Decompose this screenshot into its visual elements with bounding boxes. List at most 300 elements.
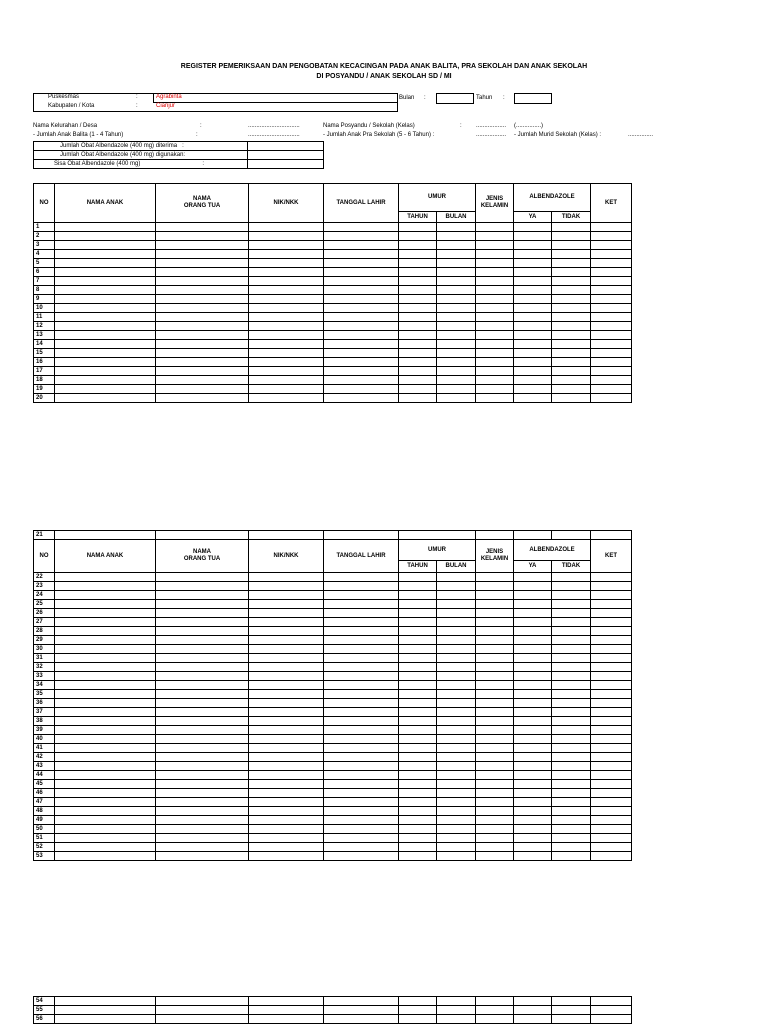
cell[interactable] bbox=[591, 654, 632, 663]
cell[interactable] bbox=[249, 250, 324, 259]
cell[interactable] bbox=[55, 726, 156, 735]
cell[interactable] bbox=[476, 798, 514, 807]
cell[interactable] bbox=[249, 340, 324, 349]
cell[interactable] bbox=[552, 762, 591, 771]
cell[interactable] bbox=[399, 708, 437, 717]
cell[interactable] bbox=[514, 573, 552, 582]
cell[interactable] bbox=[249, 636, 324, 645]
cell[interactable] bbox=[591, 762, 632, 771]
cell[interactable] bbox=[324, 744, 399, 753]
cell[interactable] bbox=[249, 816, 324, 825]
cell[interactable] bbox=[399, 394, 437, 403]
cell[interactable] bbox=[324, 1006, 399, 1015]
cell[interactable] bbox=[514, 223, 552, 232]
cell[interactable] bbox=[399, 726, 437, 735]
cell[interactable] bbox=[399, 654, 437, 663]
cell[interactable] bbox=[591, 690, 632, 699]
cell[interactable] bbox=[55, 681, 156, 690]
cell[interactable] bbox=[514, 645, 552, 654]
cell[interactable] bbox=[552, 600, 591, 609]
cell[interactable] bbox=[399, 771, 437, 780]
cell[interactable] bbox=[476, 268, 514, 277]
cell[interactable] bbox=[514, 286, 552, 295]
cell[interactable] bbox=[552, 699, 591, 708]
cell[interactable] bbox=[476, 259, 514, 268]
cell[interactable] bbox=[514, 997, 552, 1006]
cell[interactable] bbox=[156, 798, 249, 807]
cell[interactable] bbox=[437, 825, 476, 834]
cell[interactable] bbox=[249, 627, 324, 636]
cell[interactable] bbox=[437, 843, 476, 852]
cell[interactable] bbox=[437, 1015, 476, 1024]
cell[interactable] bbox=[514, 672, 552, 681]
cell[interactable] bbox=[552, 277, 591, 286]
cell[interactable] bbox=[514, 331, 552, 340]
cell[interactable] bbox=[324, 852, 399, 861]
cell[interactable] bbox=[476, 699, 514, 708]
cell[interactable] bbox=[324, 690, 399, 699]
cell[interactable] bbox=[156, 250, 249, 259]
cell[interactable] bbox=[514, 531, 552, 540]
cell[interactable] bbox=[514, 322, 552, 331]
cell[interactable] bbox=[514, 735, 552, 744]
cell[interactable] bbox=[324, 609, 399, 618]
cell[interactable] bbox=[249, 304, 324, 313]
cell[interactable] bbox=[437, 771, 476, 780]
cell[interactable] bbox=[437, 780, 476, 789]
cell[interactable] bbox=[476, 717, 514, 726]
cell[interactable] bbox=[249, 771, 324, 780]
cell[interactable] bbox=[399, 358, 437, 367]
cell[interactable] bbox=[437, 259, 476, 268]
cell[interactable] bbox=[514, 349, 552, 358]
cell[interactable] bbox=[156, 331, 249, 340]
cell[interactable] bbox=[437, 654, 476, 663]
cell[interactable] bbox=[514, 798, 552, 807]
cell[interactable] bbox=[591, 753, 632, 762]
cell[interactable] bbox=[55, 385, 156, 394]
cell[interactable] bbox=[476, 385, 514, 394]
cell[interactable] bbox=[156, 531, 249, 540]
cell[interactable] bbox=[476, 663, 514, 672]
cell[interactable] bbox=[249, 699, 324, 708]
cell[interactable] bbox=[437, 645, 476, 654]
cell[interactable] bbox=[514, 340, 552, 349]
cell[interactable] bbox=[591, 286, 632, 295]
cell[interactable] bbox=[55, 358, 156, 367]
cell[interactable] bbox=[514, 609, 552, 618]
cell[interactable] bbox=[55, 394, 156, 403]
cell[interactable] bbox=[399, 690, 437, 699]
cell[interactable] bbox=[55, 627, 156, 636]
cell[interactable] bbox=[437, 394, 476, 403]
cell[interactable] bbox=[552, 852, 591, 861]
cell[interactable] bbox=[324, 834, 399, 843]
cell[interactable] bbox=[324, 708, 399, 717]
cell[interactable] bbox=[249, 726, 324, 735]
cell[interactable] bbox=[514, 636, 552, 645]
cell[interactable] bbox=[324, 726, 399, 735]
cell[interactable] bbox=[514, 699, 552, 708]
bulan-field[interactable] bbox=[436, 93, 474, 104]
cell[interactable] bbox=[476, 591, 514, 600]
cell[interactable] bbox=[249, 259, 324, 268]
cell[interactable] bbox=[399, 744, 437, 753]
cell[interactable] bbox=[399, 717, 437, 726]
cell[interactable] bbox=[324, 531, 399, 540]
obat-digunakan-value[interactable] bbox=[248, 151, 324, 160]
cell[interactable] bbox=[552, 250, 591, 259]
cell[interactable] bbox=[437, 690, 476, 699]
cell[interactable] bbox=[249, 394, 324, 403]
cell[interactable] bbox=[591, 340, 632, 349]
cell[interactable] bbox=[55, 663, 156, 672]
cell[interactable] bbox=[514, 690, 552, 699]
cell[interactable] bbox=[437, 789, 476, 798]
kabupaten-value[interactable]: Cianjur bbox=[156, 103, 176, 109]
cell[interactable] bbox=[55, 997, 156, 1006]
cell[interactable] bbox=[156, 726, 249, 735]
cell[interactable] bbox=[514, 250, 552, 259]
cell[interactable] bbox=[55, 232, 156, 241]
cell[interactable] bbox=[476, 573, 514, 582]
cell[interactable] bbox=[476, 997, 514, 1006]
cell[interactable] bbox=[437, 367, 476, 376]
cell[interactable] bbox=[249, 843, 324, 852]
cell[interactable] bbox=[399, 645, 437, 654]
cell[interactable] bbox=[591, 717, 632, 726]
cell[interactable] bbox=[514, 304, 552, 313]
cell[interactable] bbox=[156, 708, 249, 717]
cell[interactable] bbox=[249, 735, 324, 744]
cell[interactable] bbox=[55, 582, 156, 591]
cell[interactable] bbox=[476, 331, 514, 340]
cell[interactable] bbox=[55, 1015, 156, 1024]
cell[interactable] bbox=[552, 627, 591, 636]
cell[interactable] bbox=[55, 672, 156, 681]
cell[interactable] bbox=[476, 789, 514, 798]
cell[interactable] bbox=[55, 223, 156, 232]
cell[interactable] bbox=[476, 618, 514, 627]
cell[interactable] bbox=[476, 753, 514, 762]
cell[interactable] bbox=[476, 304, 514, 313]
cell[interactable] bbox=[476, 852, 514, 861]
cell[interactable] bbox=[476, 349, 514, 358]
cell[interactable] bbox=[55, 834, 156, 843]
cell[interactable] bbox=[514, 268, 552, 277]
cell[interactable] bbox=[552, 394, 591, 403]
cell[interactable] bbox=[476, 672, 514, 681]
cell[interactable] bbox=[552, 304, 591, 313]
cell[interactable] bbox=[156, 636, 249, 645]
cell[interactable] bbox=[437, 582, 476, 591]
cell[interactable] bbox=[324, 295, 399, 304]
cell[interactable] bbox=[591, 1006, 632, 1015]
cell[interactable] bbox=[156, 609, 249, 618]
cell[interactable] bbox=[437, 385, 476, 394]
cell[interactable] bbox=[324, 645, 399, 654]
cell[interactable] bbox=[324, 385, 399, 394]
cell[interactable] bbox=[249, 322, 324, 331]
cell[interactable] bbox=[437, 573, 476, 582]
cell[interactable] bbox=[437, 997, 476, 1006]
cell[interactable] bbox=[437, 816, 476, 825]
cell[interactable] bbox=[514, 753, 552, 762]
cell[interactable] bbox=[591, 852, 632, 861]
cell[interactable] bbox=[156, 654, 249, 663]
cell[interactable] bbox=[156, 232, 249, 241]
cell[interactable] bbox=[55, 825, 156, 834]
cell[interactable] bbox=[156, 1006, 249, 1015]
cell[interactable] bbox=[591, 573, 632, 582]
cell[interactable] bbox=[324, 394, 399, 403]
cell[interactable] bbox=[55, 690, 156, 699]
cell[interactable] bbox=[552, 780, 591, 789]
cell[interactable] bbox=[399, 997, 437, 1006]
cell[interactable] bbox=[591, 304, 632, 313]
cell[interactable] bbox=[591, 591, 632, 600]
cell[interactable] bbox=[552, 313, 591, 322]
cell[interactable] bbox=[399, 286, 437, 295]
cell[interactable] bbox=[591, 645, 632, 654]
cell[interactable] bbox=[552, 609, 591, 618]
cell[interactable] bbox=[156, 843, 249, 852]
cell[interactable] bbox=[476, 771, 514, 780]
cell[interactable] bbox=[324, 322, 399, 331]
cell[interactable] bbox=[324, 681, 399, 690]
cell[interactable] bbox=[476, 241, 514, 250]
cell[interactable] bbox=[399, 591, 437, 600]
cell[interactable] bbox=[324, 349, 399, 358]
cell[interactable] bbox=[437, 304, 476, 313]
cell[interactable] bbox=[514, 259, 552, 268]
cell[interactable] bbox=[399, 385, 437, 394]
cell[interactable] bbox=[324, 573, 399, 582]
cell[interactable] bbox=[437, 268, 476, 277]
cell[interactable] bbox=[591, 780, 632, 789]
cell[interactable] bbox=[476, 394, 514, 403]
cell[interactable] bbox=[156, 744, 249, 753]
cell[interactable] bbox=[156, 295, 249, 304]
cell[interactable] bbox=[324, 735, 399, 744]
cell[interactable] bbox=[514, 834, 552, 843]
cell[interactable] bbox=[399, 1015, 437, 1024]
cell[interactable] bbox=[249, 573, 324, 582]
cell[interactable] bbox=[249, 385, 324, 394]
cell[interactable] bbox=[249, 331, 324, 340]
cell[interactable] bbox=[249, 609, 324, 618]
cell[interactable] bbox=[552, 591, 591, 600]
cell[interactable] bbox=[476, 250, 514, 259]
cell[interactable] bbox=[591, 322, 632, 331]
cell[interactable] bbox=[324, 304, 399, 313]
cell[interactable] bbox=[437, 627, 476, 636]
cell[interactable] bbox=[399, 331, 437, 340]
cell[interactable] bbox=[437, 223, 476, 232]
cell[interactable] bbox=[552, 997, 591, 1006]
cell[interactable] bbox=[249, 717, 324, 726]
cell[interactable] bbox=[437, 753, 476, 762]
cell[interactable] bbox=[324, 807, 399, 816]
cell[interactable] bbox=[399, 304, 437, 313]
cell[interactable] bbox=[324, 313, 399, 322]
cell[interactable] bbox=[324, 286, 399, 295]
cell[interactable] bbox=[399, 735, 437, 744]
cell[interactable] bbox=[591, 663, 632, 672]
cell[interactable] bbox=[249, 708, 324, 717]
cell[interactable] bbox=[591, 376, 632, 385]
cell[interactable] bbox=[591, 636, 632, 645]
cell[interactable] bbox=[437, 600, 476, 609]
cell[interactable] bbox=[514, 591, 552, 600]
cell[interactable] bbox=[249, 358, 324, 367]
cell[interactable] bbox=[324, 331, 399, 340]
cell[interactable] bbox=[156, 340, 249, 349]
cell[interactable] bbox=[324, 636, 399, 645]
cell[interactable] bbox=[476, 636, 514, 645]
cell[interactable] bbox=[437, 591, 476, 600]
cell[interactable] bbox=[399, 277, 437, 286]
cell[interactable] bbox=[514, 627, 552, 636]
cell[interactable] bbox=[552, 385, 591, 394]
cell[interactable] bbox=[55, 331, 156, 340]
cell[interactable] bbox=[399, 681, 437, 690]
cell[interactable] bbox=[514, 358, 552, 367]
cell[interactable] bbox=[324, 654, 399, 663]
cell[interactable] bbox=[552, 259, 591, 268]
cell[interactable] bbox=[552, 1015, 591, 1024]
cell[interactable] bbox=[552, 223, 591, 232]
cell[interactable] bbox=[324, 762, 399, 771]
cell[interactable] bbox=[324, 997, 399, 1006]
cell[interactable] bbox=[55, 699, 156, 708]
cell[interactable] bbox=[324, 699, 399, 708]
cell[interactable] bbox=[476, 531, 514, 540]
cell[interactable] bbox=[55, 807, 156, 816]
cell[interactable] bbox=[476, 708, 514, 717]
cell[interactable] bbox=[476, 223, 514, 232]
cell[interactable] bbox=[552, 331, 591, 340]
cell[interactable] bbox=[514, 376, 552, 385]
cell[interactable] bbox=[324, 268, 399, 277]
cell[interactable] bbox=[324, 789, 399, 798]
cell[interactable] bbox=[249, 618, 324, 627]
cell[interactable] bbox=[591, 798, 632, 807]
cell[interactable] bbox=[476, 1006, 514, 1015]
cell[interactable] bbox=[591, 708, 632, 717]
cell[interactable] bbox=[156, 717, 249, 726]
cell[interactable] bbox=[55, 636, 156, 645]
cell[interactable] bbox=[156, 259, 249, 268]
cell[interactable] bbox=[324, 367, 399, 376]
cell[interactable] bbox=[476, 780, 514, 789]
cell[interactable] bbox=[156, 663, 249, 672]
cell[interactable] bbox=[476, 340, 514, 349]
cell[interactable] bbox=[437, 376, 476, 385]
cell[interactable] bbox=[591, 834, 632, 843]
cell[interactable] bbox=[324, 672, 399, 681]
cell[interactable] bbox=[552, 672, 591, 681]
cell[interactable] bbox=[324, 358, 399, 367]
cell[interactable] bbox=[591, 232, 632, 241]
cell[interactable] bbox=[552, 816, 591, 825]
cell[interactable] bbox=[514, 744, 552, 753]
cell[interactable] bbox=[399, 1006, 437, 1015]
cell[interactable] bbox=[399, 852, 437, 861]
cell[interactable] bbox=[399, 367, 437, 376]
cell[interactable] bbox=[156, 825, 249, 834]
cell[interactable] bbox=[514, 843, 552, 852]
cell[interactable] bbox=[55, 816, 156, 825]
cell[interactable] bbox=[249, 376, 324, 385]
cell[interactable] bbox=[552, 636, 591, 645]
cell[interactable] bbox=[55, 744, 156, 753]
cell[interactable] bbox=[55, 753, 156, 762]
cell[interactable] bbox=[156, 753, 249, 762]
cell[interactable] bbox=[514, 582, 552, 591]
cell[interactable] bbox=[514, 654, 552, 663]
cell[interactable] bbox=[399, 250, 437, 259]
cell[interactable] bbox=[476, 1015, 514, 1024]
cell[interactable] bbox=[591, 681, 632, 690]
cell[interactable] bbox=[514, 780, 552, 789]
cell[interactable] bbox=[55, 304, 156, 313]
cell[interactable] bbox=[156, 807, 249, 816]
cell[interactable] bbox=[399, 636, 437, 645]
cell[interactable] bbox=[249, 852, 324, 861]
cell[interactable] bbox=[249, 591, 324, 600]
cell[interactable] bbox=[399, 672, 437, 681]
cell[interactable] bbox=[476, 609, 514, 618]
cell[interactable] bbox=[476, 313, 514, 322]
cell[interactable] bbox=[476, 843, 514, 852]
cell[interactable] bbox=[399, 241, 437, 250]
cell[interactable] bbox=[399, 259, 437, 268]
cell[interactable] bbox=[437, 672, 476, 681]
cell[interactable] bbox=[476, 277, 514, 286]
cell[interactable] bbox=[399, 834, 437, 843]
cell[interactable] bbox=[437, 852, 476, 861]
cell[interactable] bbox=[552, 618, 591, 627]
cell[interactable] bbox=[552, 268, 591, 277]
cell[interactable] bbox=[324, 232, 399, 241]
cell[interactable] bbox=[476, 358, 514, 367]
cell[interactable] bbox=[156, 780, 249, 789]
cell[interactable] bbox=[437, 241, 476, 250]
cell[interactable] bbox=[324, 277, 399, 286]
cell[interactable] bbox=[514, 367, 552, 376]
cell[interactable] bbox=[476, 322, 514, 331]
cell[interactable] bbox=[437, 798, 476, 807]
cell[interactable] bbox=[591, 295, 632, 304]
cell[interactable] bbox=[552, 531, 591, 540]
cell[interactable] bbox=[437, 735, 476, 744]
cell[interactable] bbox=[437, 699, 476, 708]
cell[interactable] bbox=[437, 726, 476, 735]
cell[interactable] bbox=[156, 762, 249, 771]
cell[interactable] bbox=[156, 852, 249, 861]
cell[interactable] bbox=[55, 771, 156, 780]
cell[interactable] bbox=[324, 663, 399, 672]
cell[interactable] bbox=[249, 798, 324, 807]
cell[interactable] bbox=[324, 1015, 399, 1024]
cell[interactable] bbox=[437, 834, 476, 843]
cell[interactable] bbox=[591, 609, 632, 618]
cell[interactable] bbox=[324, 816, 399, 825]
cell[interactable] bbox=[249, 1006, 324, 1015]
cell[interactable] bbox=[591, 618, 632, 627]
cell[interactable] bbox=[156, 286, 249, 295]
